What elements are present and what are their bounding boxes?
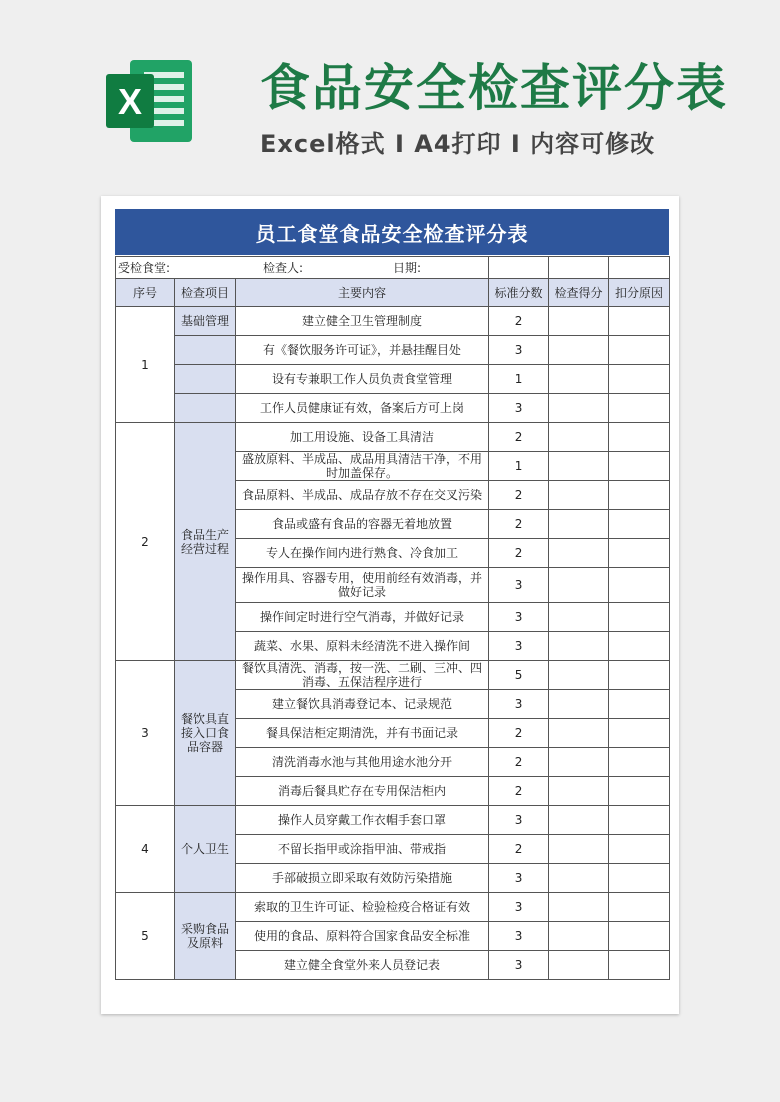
standard-score-cell: 2 <box>489 777 549 806</box>
content-cell: 操作间定时进行空气消毒，并做好记录 <box>236 603 489 632</box>
standard-score-cell: 2 <box>489 748 549 777</box>
check-score-cell[interactable] <box>549 336 609 365</box>
check-score-cell[interactable] <box>549 864 609 893</box>
content-cell: 盛放原料、半成品、成品用具清洁干净，不用时加盖保存。 <box>236 452 489 481</box>
check-score-cell[interactable] <box>549 690 609 719</box>
content-cell: 餐饮具清洗、消毒，按一洗、二刷、三冲、四消毒、五保洁程序进行 <box>236 661 489 690</box>
item-number: 1 <box>116 307 175 423</box>
content-cell: 设有专兼职工作人员负责食堂管理 <box>236 365 489 394</box>
deduction-reason-cell[interactable] <box>609 510 670 539</box>
check-score-cell[interactable] <box>549 632 609 661</box>
column-header-row <box>116 279 670 307</box>
content-cell: 索取的卫生许可证、检验检疫合格证有效 <box>236 893 489 922</box>
deduction-reason-cell[interactable] <box>609 719 670 748</box>
col-header-content: 主要内容 <box>236 279 489 307</box>
deduction-reason-cell[interactable] <box>609 481 670 510</box>
check-score-cell[interactable] <box>549 661 609 690</box>
standard-score-cell: 5 <box>489 661 549 690</box>
deduction-reason-cell[interactable] <box>609 864 670 893</box>
item-number: 2 <box>116 423 175 661</box>
standard-score-cell: 2 <box>489 835 549 864</box>
check-score-cell[interactable] <box>549 806 609 835</box>
standard-score-cell: 3 <box>489 336 549 365</box>
col-header-no: 序号 <box>116 279 175 307</box>
deduction-reason-cell[interactable] <box>609 777 670 806</box>
table-row <box>116 806 670 835</box>
standard-score-cell: 2 <box>489 719 549 748</box>
sheet-title: 员工食堂食品安全检查评分表 <box>115 209 669 255</box>
check-score-cell[interactable] <box>549 539 609 568</box>
check-score-cell[interactable] <box>549 603 609 632</box>
standard-score-cell: 1 <box>489 452 549 481</box>
check-score-cell[interactable] <box>549 893 609 922</box>
content-cell: 餐具保洁柜定期清洗，并有书面记录 <box>236 719 489 748</box>
standard-score-cell: 3 <box>489 951 549 980</box>
inspection-item <box>175 336 236 365</box>
inspection-table <box>115 256 670 980</box>
col-header-item: 检查项目 <box>175 279 236 307</box>
inspection-item: 采购食品及原料 <box>175 893 236 980</box>
content-cell: 工作人员健康证有效，备案后方可上岗 <box>236 394 489 423</box>
standard-score-cell: 3 <box>489 806 549 835</box>
content-cell: 专人在操作间内进行熟食、冷食加工 <box>236 539 489 568</box>
standard-score-cell: 3 <box>489 632 549 661</box>
check-score-cell[interactable] <box>549 835 609 864</box>
info-cell-blank[interactable] <box>609 257 670 279</box>
check-score-cell[interactable] <box>549 951 609 980</box>
table-row <box>116 307 670 336</box>
deduction-reason-cell[interactable] <box>609 922 670 951</box>
deduction-reason-cell[interactable] <box>609 661 670 690</box>
content-cell: 食品或盛有食品的容器无着地放置 <box>236 510 489 539</box>
standard-score-cell: 3 <box>489 603 549 632</box>
col-header-standard-score: 标准分数 <box>489 279 549 307</box>
check-score-cell[interactable] <box>549 365 609 394</box>
table-row <box>116 893 670 922</box>
item-number: 5 <box>116 893 175 980</box>
check-score-cell[interactable] <box>549 481 609 510</box>
info-cell-blank[interactable] <box>549 257 609 279</box>
col-header-deduction-reason: 扣分原因 <box>609 279 670 307</box>
info-cell-blank[interactable] <box>489 257 549 279</box>
deduction-reason-cell[interactable] <box>609 365 670 394</box>
content-cell: 消毒后餐具贮存在专用保洁柜内 <box>236 777 489 806</box>
inspection-item: 基础管理 <box>175 307 236 336</box>
standard-score-cell: 2 <box>489 510 549 539</box>
inspection-item <box>175 365 236 394</box>
logo-letter: X <box>117 81 143 122</box>
check-score-cell[interactable] <box>549 394 609 423</box>
standard-score-cell: 3 <box>489 893 549 922</box>
content-cell: 建立健全卫生管理制度 <box>236 307 489 336</box>
content-cell: 有《餐饮服务许可证》，并悬挂醒目处 <box>236 336 489 365</box>
content-cell: 建立健全食堂外来人员登记表 <box>236 951 489 980</box>
deduction-reason-cell[interactable] <box>609 307 670 336</box>
standard-score-cell: 3 <box>489 690 549 719</box>
item-number: 4 <box>116 806 175 893</box>
spreadsheet-card <box>101 196 679 1014</box>
standard-score-cell: 3 <box>489 394 549 423</box>
inspection-item: 食品生产经营过程 <box>175 423 236 661</box>
excel-logo-icon <box>100 52 198 150</box>
deduction-reason-cell[interactable] <box>609 806 670 835</box>
standard-score-cell: 3 <box>489 864 549 893</box>
content-cell: 不留长指甲或涂指甲油、带戒指 <box>236 835 489 864</box>
check-score-cell[interactable] <box>549 568 609 603</box>
page-subtitle: Excel格式 I A4打印 I 内容可修改 <box>260 130 656 158</box>
table-row <box>116 423 670 452</box>
deduction-reason-cell[interactable] <box>609 394 670 423</box>
check-score-cell[interactable] <box>549 452 609 481</box>
deduction-reason-cell[interactable] <box>609 632 670 661</box>
standard-score-cell: 2 <box>489 481 549 510</box>
check-score-cell[interactable] <box>549 423 609 452</box>
content-cell: 建立餐饮具消毒登记本、记录规范 <box>236 690 489 719</box>
info-row <box>116 257 670 279</box>
content-cell: 手部破损立即采取有效防污染措施 <box>236 864 489 893</box>
inspection-item <box>175 394 236 423</box>
check-score-cell[interactable] <box>549 748 609 777</box>
content-cell: 操作用具、容器专用，使用前经有效消毒，并做好记录 <box>236 568 489 603</box>
content-cell: 加工用设施、设备工具清洁 <box>236 423 489 452</box>
content-cell: 蔬菜、水果、原料未经清洗不进入操作间 <box>236 632 489 661</box>
deduction-reason-cell[interactable] <box>609 893 670 922</box>
col-header-check-score: 检查得分 <box>549 279 609 307</box>
inspection-item: 个人卫生 <box>175 806 236 893</box>
standard-score-cell: 2 <box>489 539 549 568</box>
page-title: 食品安全检查评分表 <box>260 59 728 117</box>
item-number: 3 <box>116 661 175 806</box>
content-cell: 操作人员穿戴工作衣帽手套口罩 <box>236 806 489 835</box>
table-row <box>116 661 670 690</box>
standard-score-cell: 3 <box>489 922 549 951</box>
standard-score-cell: 1 <box>489 365 549 394</box>
deduction-reason-cell[interactable] <box>609 951 670 980</box>
standard-score-cell: 2 <box>489 307 549 336</box>
deduction-reason-cell[interactable] <box>609 423 670 452</box>
check-score-cell[interactable] <box>549 922 609 951</box>
deduction-reason-cell[interactable] <box>609 748 670 777</box>
deduction-reason-cell[interactable] <box>609 539 670 568</box>
check-score-cell[interactable] <box>549 719 609 748</box>
content-cell: 清洗消毒水池与其他用途水池分开 <box>236 748 489 777</box>
check-score-cell[interactable] <box>549 777 609 806</box>
table-row <box>116 394 670 423</box>
deduction-reason-cell[interactable] <box>609 336 670 365</box>
table-row <box>116 365 670 394</box>
deduction-reason-cell[interactable] <box>609 452 670 481</box>
standard-score-cell: 3 <box>489 568 549 603</box>
date-label: 日期: <box>393 260 422 275</box>
deduction-reason-cell[interactable] <box>609 568 670 603</box>
check-score-cell[interactable] <box>549 510 609 539</box>
inspector-label: 检查人: <box>263 260 304 275</box>
deduction-reason-cell[interactable] <box>609 690 670 719</box>
deduction-reason-cell[interactable] <box>609 603 670 632</box>
content-cell: 使用的食品、原料符合国家食品安全标准 <box>236 922 489 951</box>
canteen-label: 受检食堂: <box>118 260 171 275</box>
deduction-reason-cell[interactable] <box>609 835 670 864</box>
standard-score-cell: 2 <box>489 423 549 452</box>
content-cell: 食品原料、半成品、成品存放不存在交叉污染 <box>236 481 489 510</box>
inspection-item: 餐饮具直接入口食品容器 <box>175 661 236 806</box>
table-row <box>116 336 670 365</box>
check-score-cell[interactable] <box>549 307 609 336</box>
